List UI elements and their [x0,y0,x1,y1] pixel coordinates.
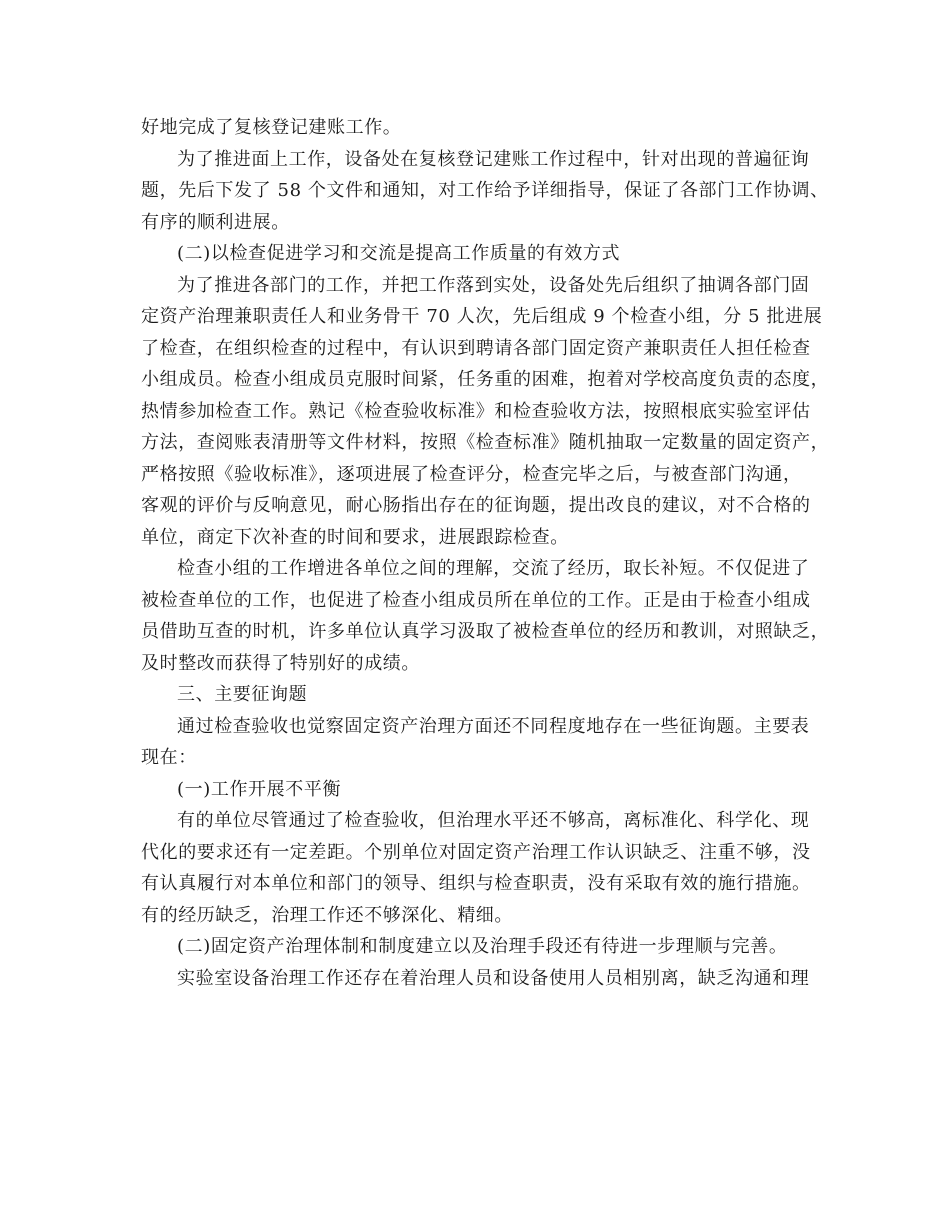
text-line: (一)工作开展不平衡 [177,778,342,800]
text-line: 有序的顺利进展。 [141,211,290,233]
text-line: 有的经历缺乏，治理工作还不够深化、精细。 [141,904,513,926]
text-line: 了检查，在组织检查的过程中，有认识到聘请各部门固定资产兼职责任人担任检查 [141,337,811,359]
text-line: 单位，商定下次补查的时间和要求，进展跟踪检查。 [141,526,569,548]
text-line: 为了推进各部门的工作，并把工作落到实处，设备处先后组织了抽调各部门固 [177,274,810,296]
text-line: 检查小组的工作增进各单位之间的理解，交流了经历，取长补短。不仅促进了 [177,558,810,579]
text-line: 方法，查阅账表清册等文件材料，按照《检查标准》随机抽取一定数量的固定资产， [141,432,830,453]
text-line: 好地完成了复核登记建账工作。 [141,117,402,138]
text-line: 代化的要求还有一定差距。个别单位对固定资产治理工作认识缺乏、注重不够，没 [141,841,811,863]
text-line: 通过检查验收也觉察固定资产治理方面还不同程度地存在一些征询题。主要表 [177,715,810,737]
text-line: 定资产治理兼职责任人和业务骨干 70 人次，先后组成 9 个检查小组，分 5 批进展 [141,306,823,327]
text-line: 实验室设备治理工作还存在着治理人员和设备使用人员相别离，缺乏沟通和理 [177,967,810,989]
text-line: 严格按照《验收标准》，逐项进展了检查评分，检查完毕之后，与被查部门沟通， [141,463,802,485]
text-line: 为了推进面上工作，设备处在复核登记建账工作过程中，针对出现的普遍征询 [177,148,810,170]
text-line: (二)固定资产治理体制和制度建立以及治理手段还有待进一步理顺与完善。 [177,936,788,957]
text-line: 热情参加检查工作。熟记《检查验收标准》和检查验收方法，按照根底实验室评估 [141,400,811,422]
text-line: (二)以检查促进学习和交流是提高工作质量的有效方式 [177,243,621,264]
text-line: 及时整改而获得了特别好的成绩。 [141,652,420,674]
document-body [141,112,830,994]
text-line: 题，先后下发了 58 个文件和通知，对工作给予详细指导，保证了各部门工作协调、 [141,180,829,201]
text-line: 小组成员。检查小组成员克服时间紧，任务重的困难，抱着对学校高度负责的态度， [141,369,830,390]
text-line: 有的单位尽管通过了检查验收，但治理水平还不够高，离标准化、科学化、现 [177,810,810,831]
text-line: 现在： [141,747,197,768]
text-line: 员借助互查的时机，许多单位认真学习汲取了被检查单位的经历和教训，对照缺乏， [141,621,830,642]
text-line: 客观的评价与反响意见，耐心肠指出存在的征询题，提出改良的建议，对不合格的 [141,495,811,516]
text-line: 有认真履行对本单位和部门的领导、组织与检查职责，没有采取有效的施行措施。 [141,873,811,894]
text-line: 被检查单位的工作，也促进了检查小组成员所在单位的工作。正是由于检查小组成 [141,589,811,611]
text-line: 三、主要征询题 [177,684,308,705]
